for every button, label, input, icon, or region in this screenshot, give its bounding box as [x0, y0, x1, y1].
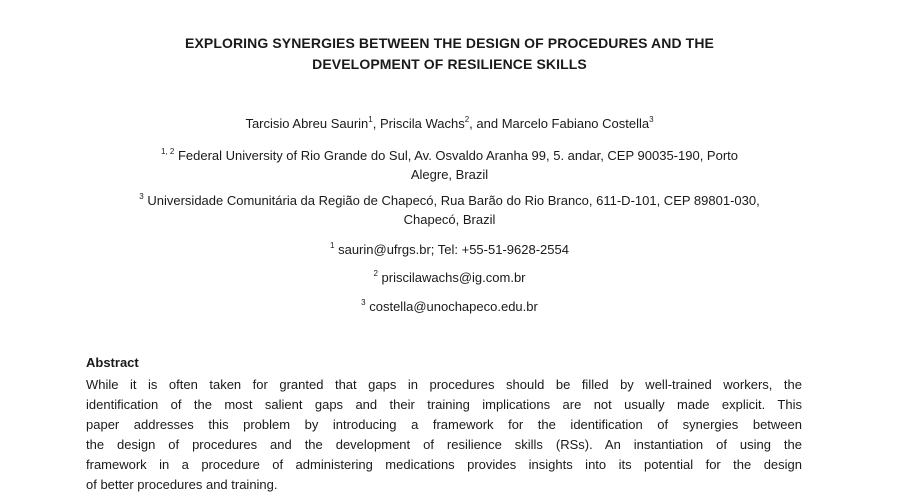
affiliation-1-sup: 1, 2 [160, 147, 175, 156]
abstract-line: identification of the most salient gaps and their training implications are not usually made explicit. This [86, 397, 802, 412]
abstract-line: of better procedures and training. [86, 477, 278, 492]
contact-1-sup: 1 [330, 241, 335, 250]
affiliation-1-line-2: Alegre, Brazil [410, 167, 489, 182]
abstract-body [86, 375, 802, 495]
abstract-heading: Abstract [86, 355, 139, 370]
affiliation-2-line-2: Chapecó, Brazil [403, 212, 496, 227]
contact-1-text: saurin@ufrgs.br; Tel: +55-51-9628-2554 [334, 242, 569, 257]
contact-2-text: priscilawachs@ig.com.br [377, 270, 526, 285]
author-separator-2: , and Marcelo Fabiano Costella [469, 116, 650, 131]
affiliation-1-line-1 [0, 146, 899, 166]
abstract-line: the design of procedures and the development of resilience skills (RSs). An instantiation of using the [86, 437, 802, 452]
author-1-sup: 1 [368, 115, 373, 124]
author-3-sup: 3 [649, 115, 654, 124]
contact-3-text: costella@unochapeco.edu.br [365, 299, 538, 314]
affiliation-2-sup: 3 [139, 192, 144, 201]
abstract-line: framework in a procedure of administering medications provides insights into its potential for the design [86, 457, 802, 472]
paper-title-line-2: DEVELOPMENT OF RESILIENCE SKILLS [312, 56, 587, 72]
author-2-sup: 2 [464, 115, 470, 124]
abstract-line: While it is often taken for granted that gaps in procedures should be filled by well-trained workers, the [86, 377, 802, 392]
contact-2-sup: 2 [373, 269, 378, 278]
affiliation-2-text: Universidade Comunitária da Região de Chapecó, Rua Barão do Rio Branco, 611-D-101, CEP 89801-030, [143, 193, 760, 208]
abstract-line: paper addresses this problem by introducing a framework for the identification of synergies between [86, 417, 802, 432]
contact-1 [0, 240, 899, 260]
author-separator-1: , Priscila Wachs [372, 116, 465, 131]
contact-2 [0, 268, 899, 288]
author-list [0, 114, 899, 134]
contact-3-sup: 3 [361, 298, 366, 307]
author-1-name: Tarcisio Abreu Saurin [245, 116, 369, 131]
affiliation-1-text: Federal University of Rio Grande do Sul, Av. Osvaldo Aranha 99, 5. andar, CEP 90035-190, Porto [174, 148, 738, 163]
contact-3 [0, 297, 899, 317]
paper-title-line-1: EXPLORING SYNERGIES BETWEEN THE DESIGN OF PROCEDURES AND THE [185, 35, 714, 51]
affiliation-2-line-1 [0, 191, 899, 211]
